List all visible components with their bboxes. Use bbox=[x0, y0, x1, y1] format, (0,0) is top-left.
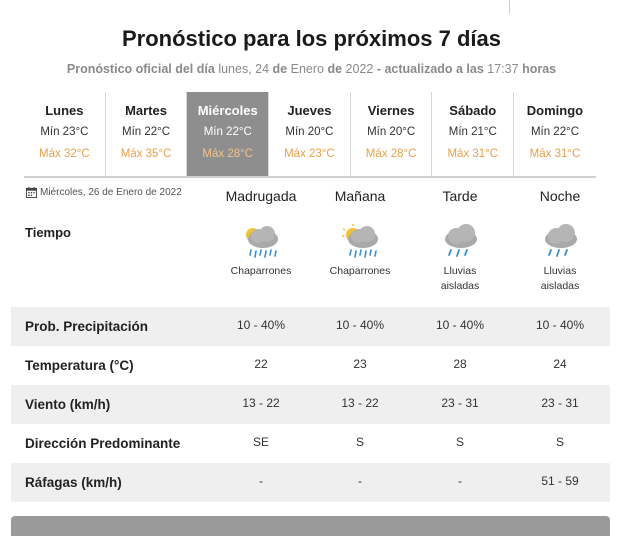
table-row-viento bbox=[11, 385, 610, 424]
sun-cloud-rain-icon bbox=[237, 222, 285, 262]
top-divider bbox=[509, 0, 510, 14]
page-subtitle bbox=[0, 62, 623, 76]
row-label: Dirección Predominante bbox=[25, 436, 181, 451]
day-min-temp: Mín 20°C bbox=[285, 126, 334, 138]
calendar-icon bbox=[26, 187, 37, 198]
table-row-rafagas bbox=[11, 463, 610, 502]
row-value: 23 - 31 bbox=[541, 396, 579, 410]
day-min-temp: Mín 22°C bbox=[122, 126, 171, 138]
row-value: 51 - 59 bbox=[541, 474, 579, 488]
subtitle-de: de bbox=[272, 62, 288, 76]
detail-date: Miércoles, 26 de Enero de 2022 bbox=[40, 187, 182, 198]
day-min-temp: Mín 22°C bbox=[203, 126, 252, 138]
row-value: - bbox=[358, 474, 362, 488]
day-tab-miercoles[interactable] bbox=[187, 92, 269, 176]
weather-description bbox=[310, 264, 410, 279]
detail-date-row bbox=[26, 187, 182, 198]
table-row-direccion bbox=[11, 424, 610, 463]
day-tab-martes[interactable] bbox=[106, 92, 188, 176]
weather-line: Lluvias bbox=[443, 265, 477, 277]
row-value: - bbox=[259, 474, 263, 488]
row-value: - bbox=[458, 474, 462, 488]
row-value: 10 - 40% bbox=[236, 318, 286, 332]
subtitle-horas: horas bbox=[522, 62, 557, 76]
table-row-precipitacion bbox=[11, 307, 610, 346]
day-tab-jueves[interactable] bbox=[269, 92, 351, 176]
day-name: Lunes bbox=[45, 103, 84, 118]
subtitle-updated-label: - actualizado a las bbox=[376, 62, 484, 76]
footer-bar[interactable] bbox=[11, 516, 610, 536]
row-label: Prob. Precipitación bbox=[25, 319, 149, 334]
page-title: Pronóstico para los próximos 7 días bbox=[122, 26, 501, 51]
day-max-temp: Máx 31°C bbox=[447, 148, 499, 160]
weather-description bbox=[410, 264, 510, 294]
row-value: S bbox=[555, 435, 564, 449]
subtitle-year: 2022 bbox=[345, 62, 374, 76]
row-value: S bbox=[455, 435, 464, 449]
row-label: Ráfagas (km/h) bbox=[25, 475, 122, 490]
day-name: Miércoles bbox=[197, 103, 258, 118]
row-value: 22 bbox=[254, 357, 268, 371]
cloud-rain-icon bbox=[437, 222, 485, 262]
day-max-temp: Máx 23°C bbox=[284, 148, 335, 160]
day-tab-sabado[interactable] bbox=[432, 92, 514, 176]
table-row-temperatura bbox=[11, 346, 610, 385]
day-min-temp: Mín 21°C bbox=[448, 126, 497, 138]
weather-line: Chaparrones bbox=[329, 265, 391, 277]
row-value: 10 - 40% bbox=[435, 318, 485, 332]
row-label: Viento (km/h) bbox=[25, 397, 111, 412]
day-tabs bbox=[24, 92, 596, 178]
weather-line: aisladas bbox=[440, 280, 480, 292]
day-min-temp: Mín 22°C bbox=[530, 126, 579, 138]
row-value: 13 - 22 bbox=[341, 396, 379, 410]
weather-line: Chaparrones bbox=[230, 265, 292, 277]
day-name: Sábado bbox=[449, 103, 497, 118]
day-name: Viernes bbox=[367, 103, 415, 118]
subtitle-de: de bbox=[327, 62, 343, 76]
sun-cloud-rain-icon bbox=[337, 222, 385, 262]
row-value: 13 - 22 bbox=[242, 396, 280, 410]
day-tab-viernes[interactable] bbox=[351, 92, 433, 176]
day-max-temp: Máx 32°C bbox=[39, 148, 90, 160]
subtitle-time: 17:37 bbox=[487, 62, 519, 76]
period-header-madrugada: Madrugada bbox=[225, 188, 297, 204]
day-tabs-divider bbox=[24, 176, 596, 178]
period-header-noche: Noche bbox=[539, 188, 581, 204]
row-value: SE bbox=[252, 435, 269, 449]
day-min-temp: Mín 23°C bbox=[40, 126, 89, 138]
day-max-temp: Máx 28°C bbox=[202, 148, 254, 160]
row-value: 28 bbox=[453, 357, 467, 371]
subtitle-date-day: lunes, 24 bbox=[218, 62, 270, 76]
day-tab-lunes[interactable] bbox=[24, 92, 106, 176]
subtitle-month: Enero bbox=[290, 62, 324, 76]
weather-line: aisladas bbox=[540, 280, 580, 292]
subtitle-label: Pronóstico oficial del día bbox=[66, 62, 215, 76]
period-header-tarde: Tarde bbox=[442, 188, 478, 204]
day-name: Martes bbox=[125, 103, 167, 118]
cloud-rain-icon bbox=[537, 222, 585, 262]
row-value: 23 bbox=[353, 357, 367, 371]
weather-description bbox=[510, 264, 610, 294]
weather-line: Lluvias bbox=[543, 265, 577, 277]
day-max-temp: Máx 31°C bbox=[529, 148, 581, 160]
row-label: Temperatura (°C) bbox=[25, 358, 134, 373]
row-value: S bbox=[355, 435, 364, 449]
period-header-manana: Mañana bbox=[334, 188, 386, 204]
row-value: 24 bbox=[553, 357, 567, 371]
day-min-temp: Mín 20°C bbox=[367, 126, 416, 138]
day-name: Domingo bbox=[526, 103, 584, 118]
row-value: 10 - 40% bbox=[335, 318, 385, 332]
day-max-temp: Máx 28°C bbox=[365, 148, 417, 160]
weather-description bbox=[211, 264, 311, 279]
day-tab-domingo[interactable] bbox=[514, 92, 596, 176]
row-value: 23 - 31 bbox=[441, 396, 479, 410]
day-max-temp: Máx 35°C bbox=[120, 148, 172, 160]
tiempo-label: Tiempo bbox=[25, 225, 71, 240]
day-name: Jueves bbox=[287, 103, 332, 118]
row-value: 10 - 40% bbox=[535, 318, 585, 332]
